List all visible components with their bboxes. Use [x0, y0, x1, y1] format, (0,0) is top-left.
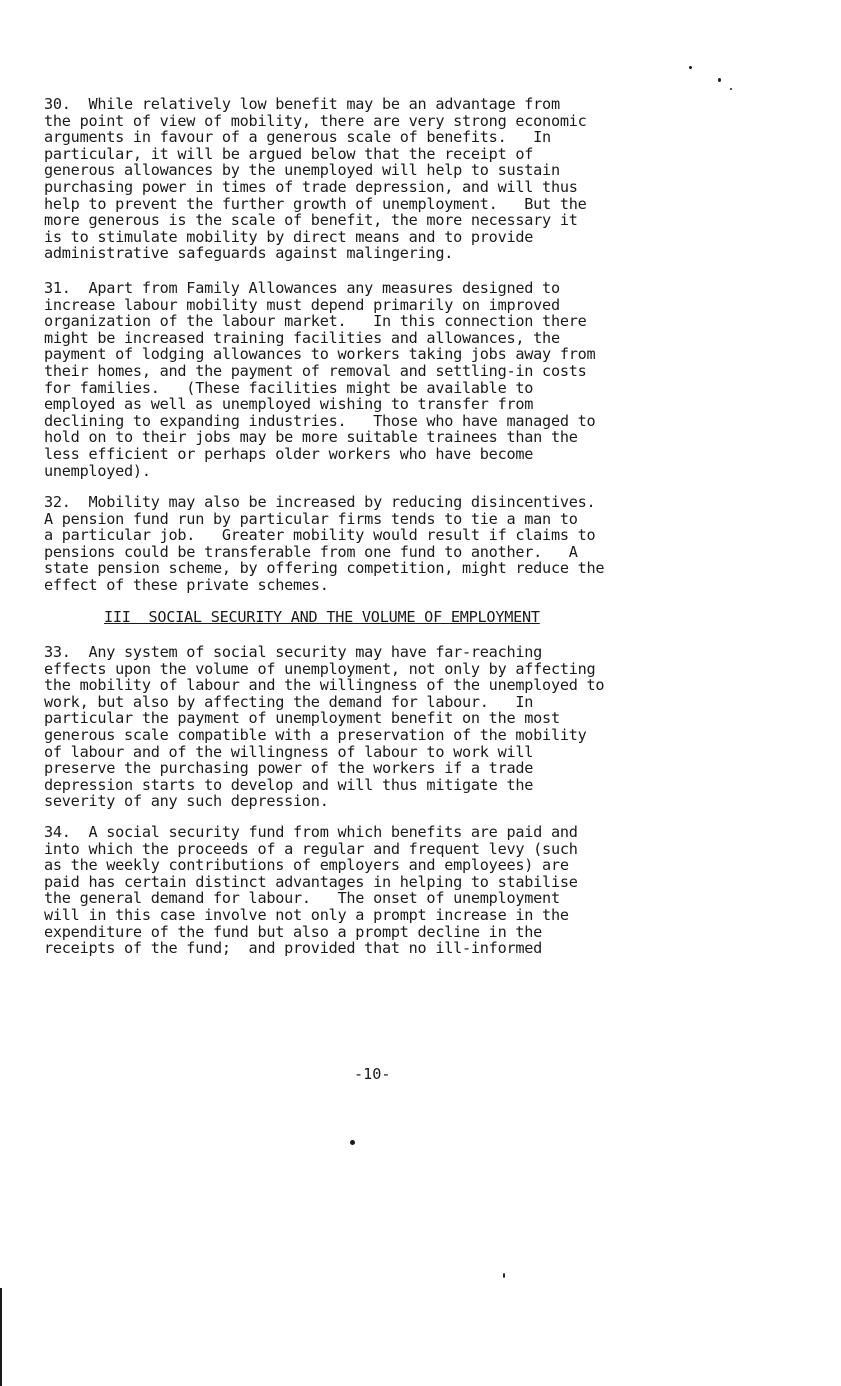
scan-speck	[503, 1273, 505, 1278]
scan-speck	[718, 78, 721, 82]
paragraph-32: 32. Mobility may also be increased by reducing disincentives. A pension fund run by particular firms tends to tie a man to a particular job. Greater mobility would result if claims to pensions could be transferable from one fund to another. A state pension scheme, by offering competition, might reduce the effect of these private schemes.	[44, 493, 605, 594]
paragraph-30: 30. While relatively low benefit may be an advantage from the point of view of mobility, there are very strong economic arguments in favour of a generous scale of benefits. In particular, it will be argued below that the receipt of generous allowances by the unemployed will help to sustain purchasing power in times of trade depression, and will thus help to prevent the further growth of unemployment. But the more generous is the scale of benefit, the more necessary it is to stimulate mobility by direct means and to provide administrative safeguards against malingering.	[44, 95, 587, 263]
paragraph-33: 33. Any system of social security may have far-reaching effects upon the volume of unemployment, not only by affecting the mobility of labour and the willingness of the unemployed to work, but also by affecting the demand for labour. In particular the payment of unemployment benefit on the most generous scale compatible with a preservation of the mobility of labour and of the willingness of labour to work will preserve the purchasing power of the workers if a trade depression starts to develop and will thus mitigate the severity of any such depression.	[44, 643, 605, 811]
scan-speck	[689, 66, 692, 69]
scan-speck	[730, 88, 732, 90]
page-number: -10-	[354, 1065, 391, 1083]
scan-speck	[350, 1140, 355, 1145]
paragraph-34: 34. A social security fund from which benefits are paid and into which the proceeds of a regular and frequent levy (such as the weekly contributions of employers and employees) are paid has certain distinct advantages in helping to stabilise the general demand for labour. The onset of unemployment will in this case involve not only a prompt increase in the expenditure of the fund but also a prompt decline in the receipts of the fund; and provided that no ill-informed	[44, 823, 578, 958]
scan-edge-line	[0, 1288, 2, 1386]
section-heading: III SOCIAL SECURITY AND THE VOLUME OF EMPLOYMENT	[104, 608, 540, 626]
paragraph-31: 31. Apart from Family Allowances any measures designed to increase labour mobility must depend primarily on improved organization of the labour market. In this connection there might be increased training facilities and allowances, the payment of lodging allowances to workers taking jobs away from their homes, and the payment of removal and settling-in costs for families. (These facilities might be available to employed as well as unemployed wishing to transfer from declining to expanding industries. Those who have managed to hold on to their jobs may be more suitable trainees than the less efficient or perhaps older workers who have become unemployed).	[44, 279, 596, 480]
